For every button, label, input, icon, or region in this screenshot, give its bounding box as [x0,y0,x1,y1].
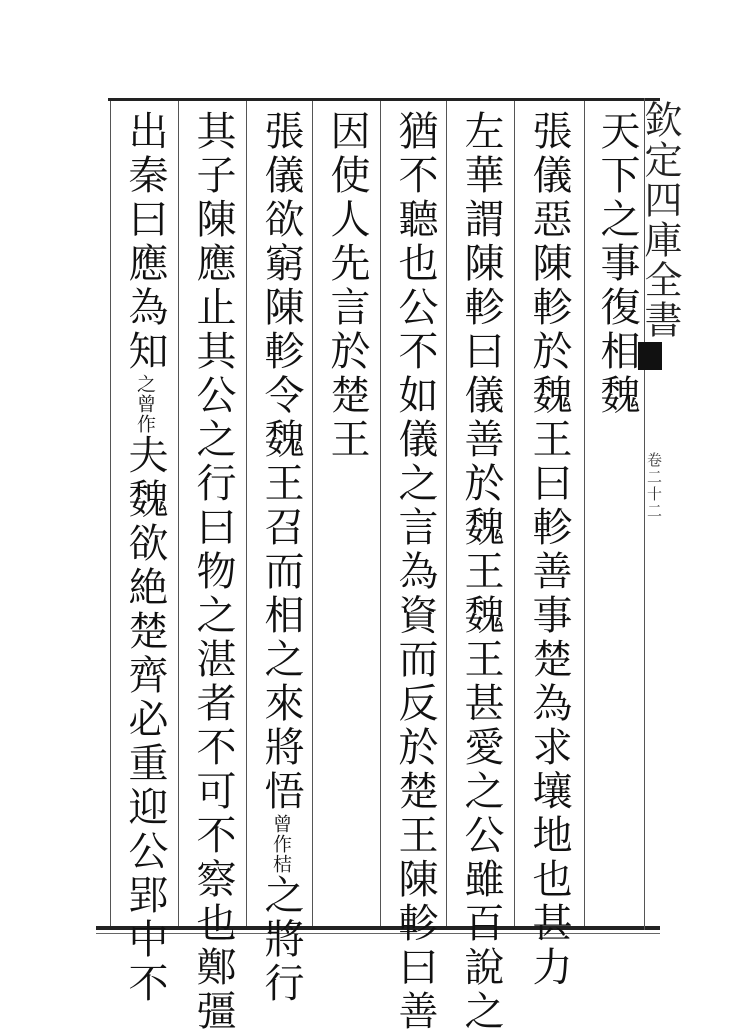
text-column-3: 左華謂陳軫曰儀善於魏王魏王甚愛之公雖百說之 [458,110,504,1034]
text-column-5: 因使人先言於楚王 [324,110,370,462]
text-column-1: 天下之事復相魏 [594,110,640,418]
column-text: 夫魏欲絶楚齊必重迎公郢中不 [122,434,168,1006]
column-divider [246,101,247,926]
column-divider [380,101,381,926]
column-text: 張儀欲窮陳軫令魏王召而相之來將悟 [258,110,304,814]
column-text: 出秦曰應為知 [122,110,168,374]
text-column-7: 其子陳應止其公之行曰物之湛者不可不察也鄭彊 [190,110,236,1034]
annotation-note: 之曾作 [134,374,156,434]
text-column-6 [256,110,306,1006]
column-divider [110,101,111,926]
column-divider [178,101,179,926]
bottom-border [96,926,660,930]
bottom-border-thin [96,933,660,934]
book-title: 欽定四庫全書 [638,100,682,340]
column-text: 之將行 [258,874,304,1006]
column-divider [584,101,585,926]
volume-label: 卷二十二 [645,452,663,520]
text-column-2: 張儀惡陳軫於魏王曰軫善事楚為求壤地也甚力 [526,110,572,990]
text-column-4: 猶不聽也公不如儀之言為資而反於楚王陳軫曰善 [392,110,438,1034]
column-divider [514,101,515,926]
annotation-note: 曾作桔 [270,814,292,874]
column-divider [312,101,313,926]
column-divider [446,101,447,926]
top-border [108,98,660,101]
text-column-8 [120,110,170,1006]
